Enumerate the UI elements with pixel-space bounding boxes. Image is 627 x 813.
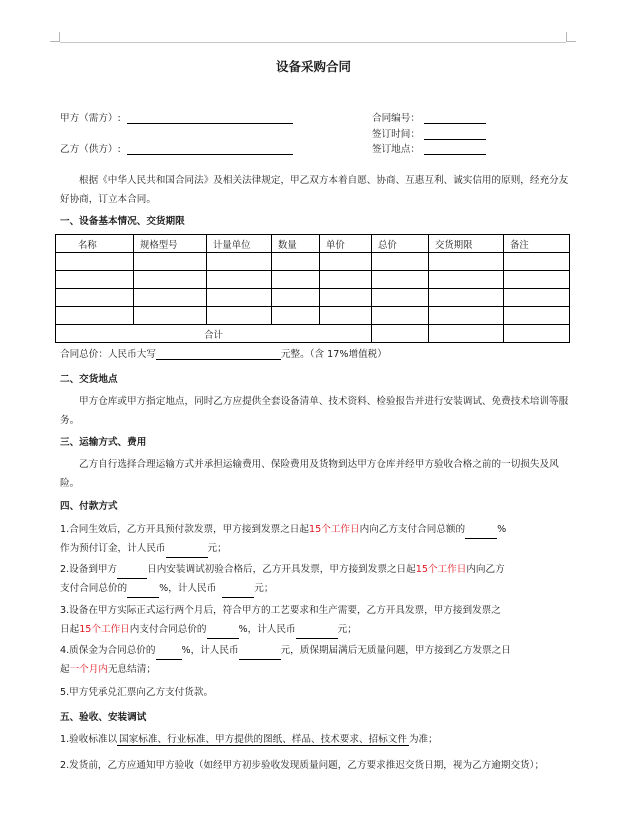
sign-time-row [372,126,486,140]
payment-deadline-4: 一个月内 [69,664,108,675]
blank [117,569,147,579]
acceptance-item-1: 1.验收标准以 国家标准、行业标准、甲方提供的图纸、样品、技术要求、招标文件 为准； [60,734,438,745]
header-remarks: 备注 [504,235,570,253]
table-total-label: 合计 [56,325,372,343]
contract-no-label: 合同编号： [372,113,420,124]
header-delivery-term: 交货期限 [429,235,504,253]
blank [222,588,254,598]
payment-deadline-1: 15个工作日 [309,524,360,535]
header-quantity: 数量 [272,235,320,253]
blank [207,629,239,639]
section3-heading: 三、运输方式、费用 [60,437,147,448]
contract-no-blank [424,114,486,124]
header-name: 名称 [56,235,134,253]
sign-place-row [372,141,486,155]
blank [156,650,182,660]
section2-heading: 二、交货地点 [60,374,118,385]
sign-time-label: 签订时间： [372,129,420,140]
total-price-prefix: 合同总价：人民币大写 [60,349,156,360]
party-b-label: 乙方（供方）: [60,144,121,155]
payment-deadline-3: 15个工作日 [79,624,130,635]
header-spec: 规格型号 [134,235,207,253]
contract-no-row [372,110,486,124]
section2-text: 甲方仓库或甲方指定地点，同时乙方应提供全套设备清单、技术资料、检验报告并进行安装调试、免费技术培训等服务。 [60,396,569,426]
header-unit-price: 单价 [320,235,372,253]
sign-place-label: 签订地点： [372,144,420,155]
total-price-suffix: 元整。（含 17%增值税） [280,349,387,360]
blank [465,529,497,539]
blank [127,588,159,598]
equipment-table [55,234,570,343]
table-row [56,289,570,307]
sign-place-blank [424,145,486,155]
blank [166,548,208,558]
party-b-blank [127,145,293,155]
acceptance-standards: 国家标准、行业标准、甲方提供的图纸、样品、技术要求、招标文件 [119,734,407,745]
total-price-line [60,346,387,360]
payment-deadline-2: 15个工作日 [415,564,467,575]
section4-heading: 四、付款方式 [60,501,118,512]
total-price-blank [156,350,281,360]
section5-heading: 五、验收、安装调试 [60,712,147,723]
header-total-price: 总价 [372,235,429,253]
table-row [56,307,570,325]
intro-paragraph: 根据《中华人民共和国合同法》及相关法律规定，甲乙双方本着自愿、协商、互惠互利、诚实信用的原则，经充分友好协商，订立本合同。 [60,175,569,205]
document-title: 设备采购合同 [275,59,351,74]
sign-time-blank [424,130,486,140]
payment-item-1: 1.合同生效后，乙方开具预付款发票，甲方接到发票之日起15个工作日内向乙方支付合同总额的 % 作为预付订金，计人民币 元； [60,520,574,558]
payment-item-5: 5.甲方凭承兑汇票向乙方支付货款。 [60,687,214,698]
table-row [56,271,570,289]
party-a-label: 甲方（需方）: [60,113,121,124]
payment-item-4: 4.质保金为合同总价的 %，计人民币 元，质保期届满后无质量问题，甲方接到乙方发票之日 起一个月内无息结清； [60,645,511,675]
party-a-blank [127,114,293,124]
blank [296,629,338,639]
table-total-row [56,325,570,343]
blank [239,650,281,660]
party-b-row [60,141,293,155]
table-header-row [56,235,570,253]
header-unit: 计量单位 [207,235,272,253]
section3-text: 乙方自行选择合理运输方式并承担运输费用、保险费用及货物到达甲方仓库并经甲方验收合格之前的一切损失及风险。 [60,459,559,489]
page-top-rule [60,42,566,43]
acceptance-item-2: 2.发货前，乙方应通知甲方验收（如经甲方初步验收发现质量问题，乙方要求推迟交货日期，视为乙方逾期交货）； [60,760,545,771]
table-row [56,253,570,271]
section1-heading: 一、设备基本情况、交货期限 [60,216,185,227]
crop-mark-top-left [50,32,60,42]
crop-mark-top-right [566,32,576,42]
payment-item-3: 3.设备在甲方实际正式运行两个月后，符合甲方的工艺要求和生产需要，乙方开具发票，甲方接到发票之 日起15个工作日内支付合同总价的 %，计人民币 元； [60,601,574,639]
party-a-row [60,110,293,124]
payment-item-2: 2.设备到甲方 日内安装调试初验合格后，乙方开具发票，甲方接到发票之日起15个工作日内向乙方 支付合同总价的 %，计人民币 元； [60,560,574,598]
